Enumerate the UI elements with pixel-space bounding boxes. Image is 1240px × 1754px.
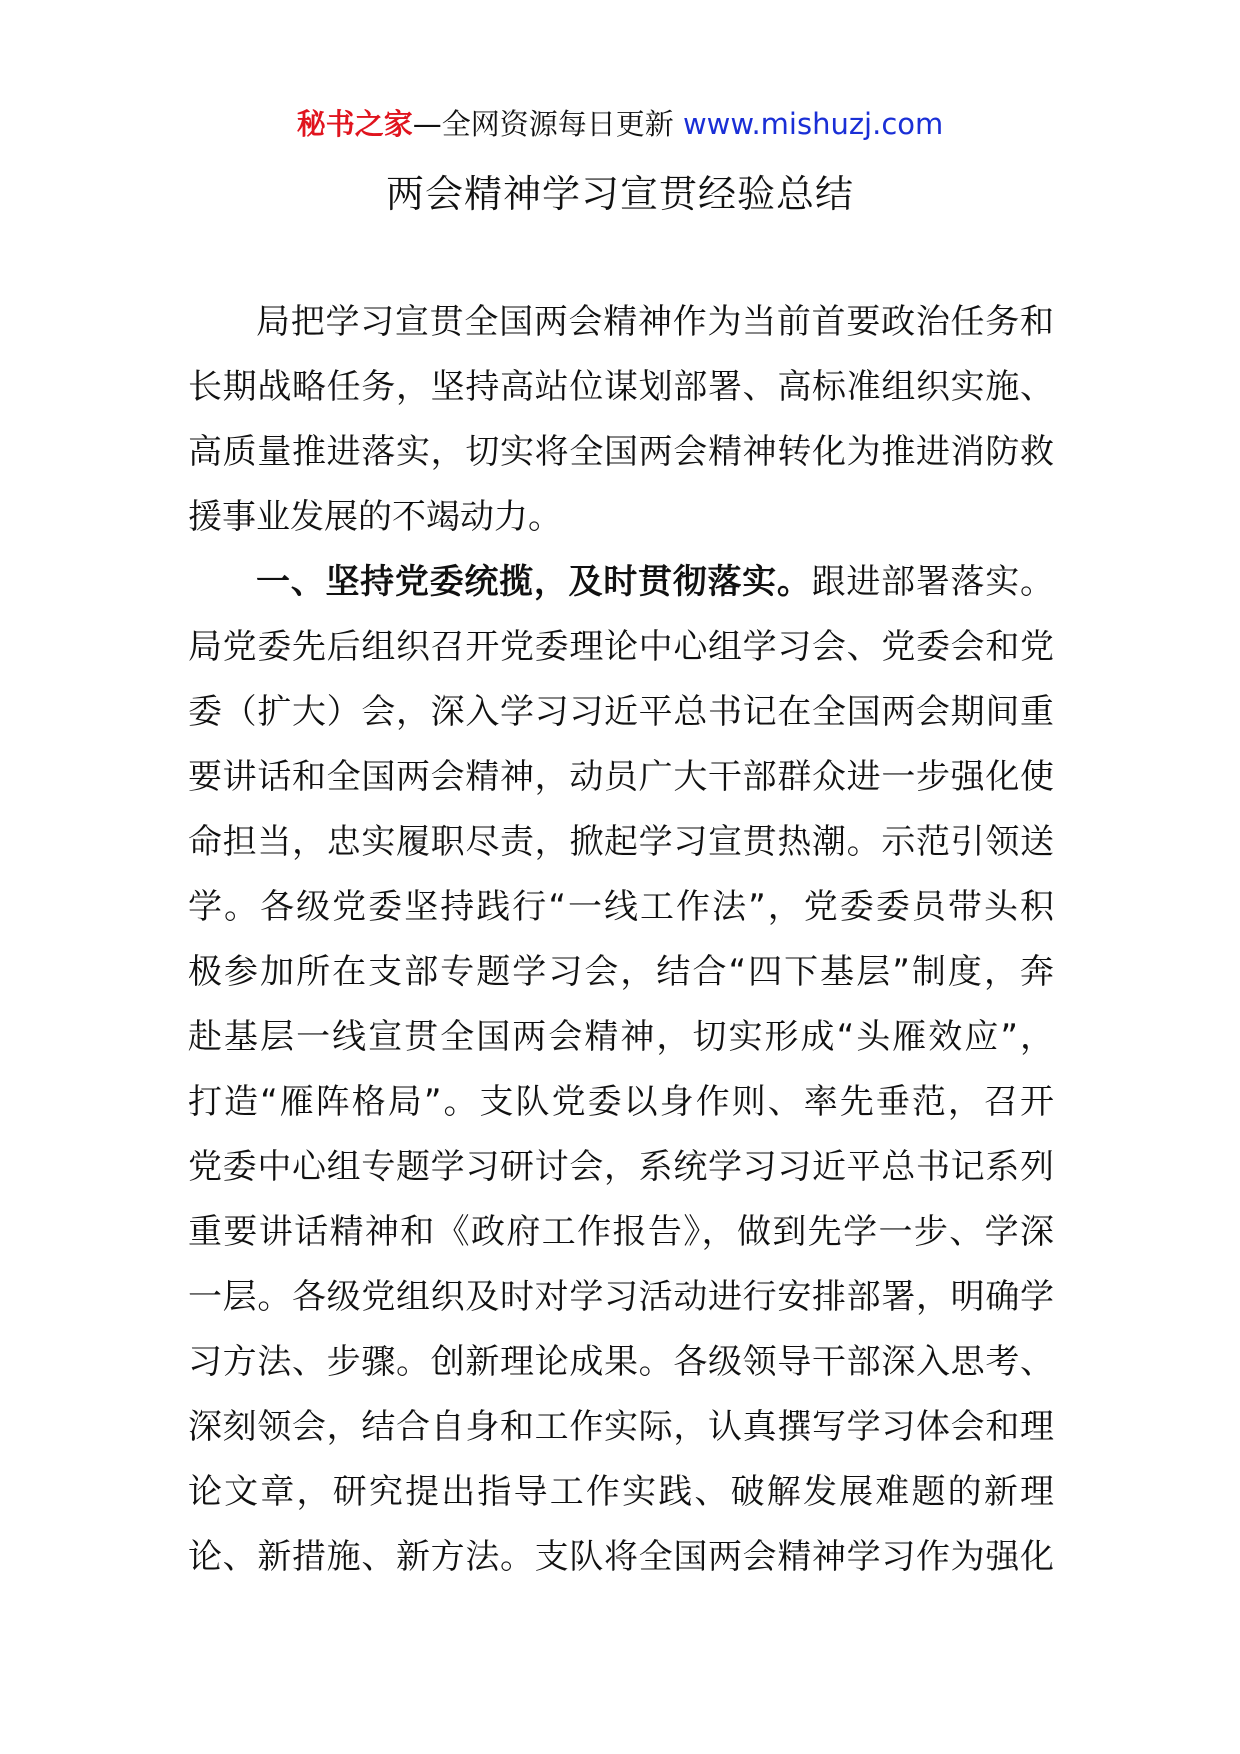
document-title: 两会精神学习宣贯经验总结 [385, 172, 854, 216]
site-url-link[interactable]: www.mishuzj.com [682, 107, 944, 141]
body-line: 重要讲话精神和《政府工作报告》，做到先学一步、学深 [188, 1212, 1054, 1252]
body-line: 论文章，研究提出指导工作实践、破解发展难题的新理 [188, 1472, 1054, 1512]
body-line: 援事业发展的不竭动力。 [188, 497, 562, 537]
body-line: 赴基层一线宣贯全国两会精神，切实形成“头雁效应”， [188, 1017, 1054, 1057]
body-line: 极参加所在支部专题学习会，结合“四下基层”制度，奔 [188, 952, 1054, 992]
body-line: 打造“雁阵格局”。支队党委以身作则、率先垂范，召开 [188, 1082, 1054, 1122]
body-line: 委（扩大）会，深入学习习近平总书记在全国两会期间重 [188, 692, 1054, 732]
body-line: 党委中心组专题学习研讨会，系统学习习近平总书记系列 [188, 1147, 1054, 1187]
site-banner [0, 104, 1240, 144]
section-heading-line [188, 550, 1054, 615]
banner-tagline: —全网资源每日更新 [412, 107, 674, 141]
body-line: 一层。各级党组织及时对学习活动进行安排部署，明确学 [188, 1277, 1054, 1317]
body-line: 要讲话和全国两会精神，动员广大干部群众进一步强化使 [188, 757, 1054, 797]
body-line: 局党委先后组织召开党委理论中心组学习会、党委会和党 [188, 627, 1054, 667]
document-body [188, 290, 1054, 1590]
body-line: 论、新措施、新方法。支队将全国两会精神学习作为强化 [188, 1537, 1054, 1577]
body-line: 局把学习宣贯全国两会精神作为当前首要政治任务和 [256, 302, 1054, 342]
brand-name: 秘书之家 [296, 107, 413, 141]
body-line: 高质量推进落实，切实将全国两会精神转化为推进消防救 [188, 432, 1054, 472]
body-line: 学。各级党委坚持践行“一线工作法”，党委委员带头积 [188, 887, 1054, 927]
body-line: 长期战略任务，坚持高站位谋划部署、高标准组织实施、 [188, 367, 1054, 407]
body-line: 命担当，忠实履职尽责，掀起学习宣贯热潮。示范引领送 [188, 822, 1054, 862]
body-line: 深刻领会，结合自身和工作实际，认真撰写学习体会和理 [188, 1407, 1054, 1447]
body-line: 习方法、步骤。创新理论成果。各级领导干部深入思考、 [188, 1342, 1054, 1382]
section-heading: 一、坚持党委统揽，及时贯彻落实。 [256, 562, 812, 602]
section-heading-rest: 跟进部署落实。 [811, 562, 1055, 602]
